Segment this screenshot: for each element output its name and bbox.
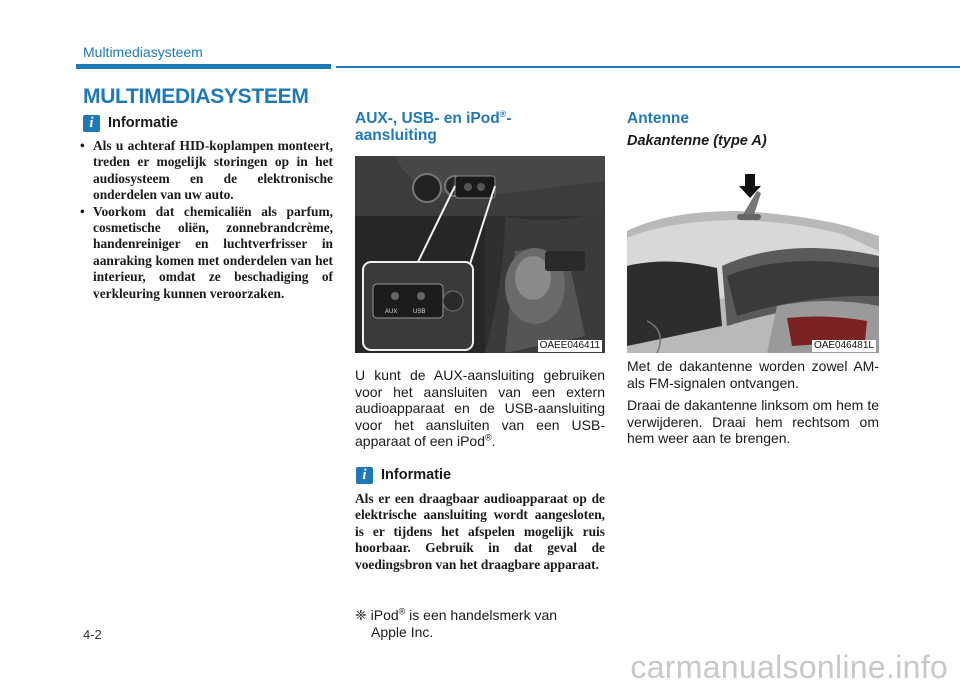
watermark: carmanualsonline.info [630, 649, 948, 685]
trademark-note: ❈ iPod® is een handelsmerk van Apple Inc. [355, 606, 558, 640]
bullet-item: • Als u achteraf HID-koplampen monteert, treden er mogelijk storingen op in het audiosysteem en de elektronische onderdelen van uw auto. [77, 138, 333, 204]
info-icon: i [356, 467, 373, 484]
aux-usb-description: U kunt de AUX-aansluiting gebruiken voor het aansluiten van een extern audioapparaat en de USB-aansluiting voor het aansluiten van een USB-apparaat of een iPod®. [355, 367, 605, 450]
header-bar [76, 64, 331, 69]
subtitle-roof-antenna: Dakantenne (type A) [627, 133, 767, 149]
info-icon: i [83, 115, 100, 132]
antenna-description: Met de dakantenne worden zowel AM- als FM-signalen ontvangen. [627, 358, 879, 391]
usb-label: USB [413, 309, 426, 315]
console-illustration [355, 156, 605, 353]
roof-antenna-photo [627, 156, 879, 353]
info-text: Als er een draagbaar audioapparaat op de elektrische aansluiting wordt aangesloten, is er tijdens het afspelen mogelijk ruis hoorbaar. Gebruik in dat geval de voedingsbron van het draagbare apparaat. [355, 491, 605, 572]
image-code: OAE046481L [813, 340, 874, 351]
page-number: 4-2 [83, 627, 102, 642]
info-bullet-list [77, 138, 333, 302]
antenna-removal-instructions: Draai de dakantenne linksom om hem te verwijderen. Draai hem rechtsom om hem weer aan te brengen. [627, 397, 879, 447]
car-illustration [627, 156, 879, 353]
section-header: Multimediasysteem [83, 44, 203, 60]
bullet-item: • Voorkom dat chemicaliën als parfum, cosmetische oliën, zonnebrandcrème, handenreiniger en luchtverfrisser in aanraking komen met onderdelen van het interieur, omdat ze beschadiging of verkleuring kunnen veroorzaken. [77, 204, 333, 302]
image-code: OAEE046411 [539, 340, 600, 351]
aux-label: AUX [385, 309, 398, 315]
info-label: Informatie [381, 467, 452, 483]
info-label: Informatie [108, 115, 179, 131]
section-title-antenna: Antenne [627, 110, 689, 127]
page-title: MULTIMEDIASYSTEEM [83, 85, 309, 108]
console-photo [355, 156, 605, 353]
header-rule [336, 66, 960, 68]
section-title-aux-usb: AUX-, USB- en iPod®- aansluiting [355, 108, 512, 144]
